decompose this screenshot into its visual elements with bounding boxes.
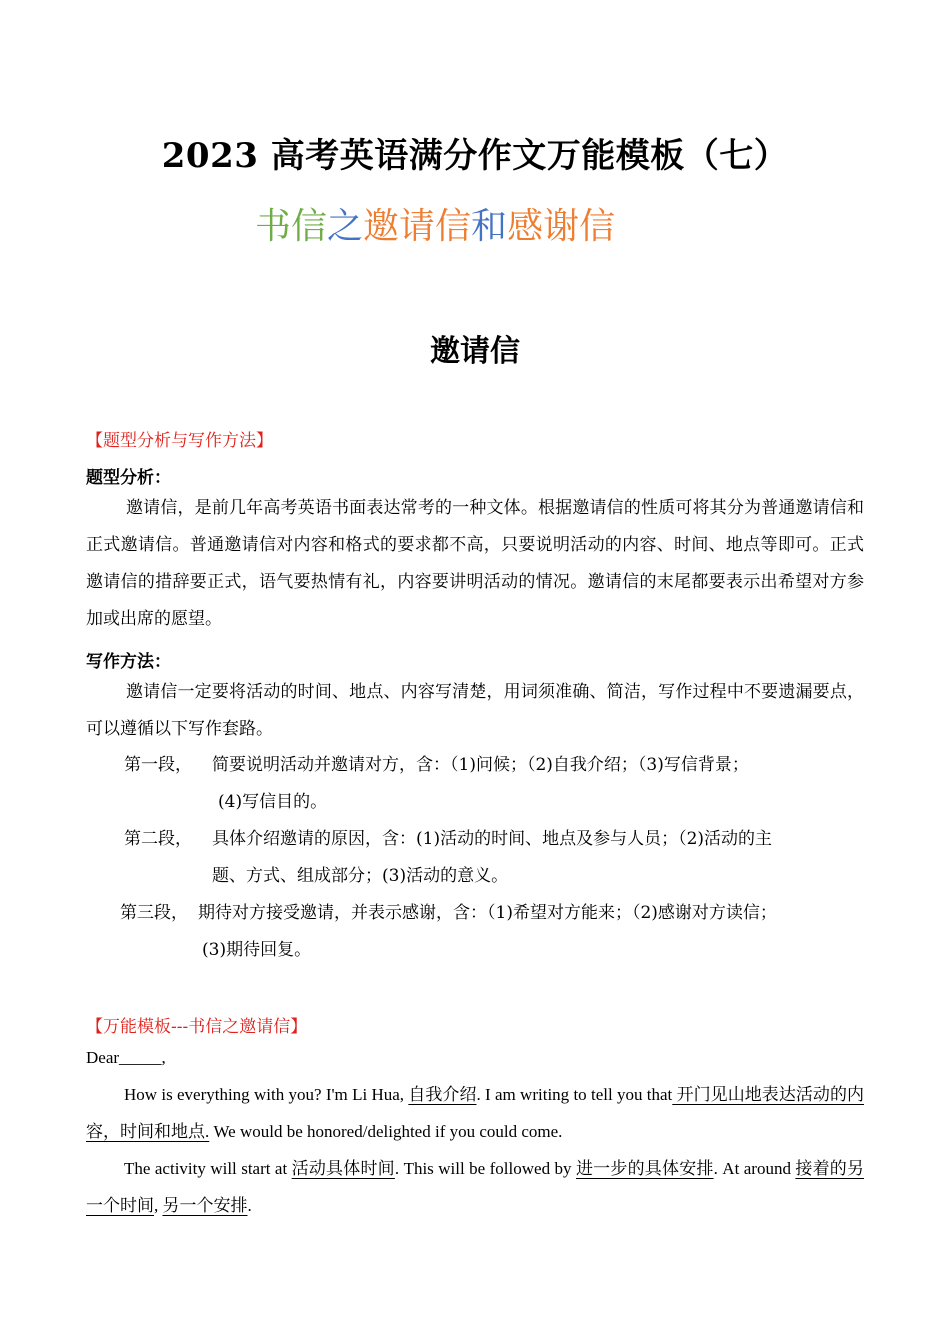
document-subtitle — [255, 198, 615, 249]
subtitle-part-thanks: 感谢信 — [507, 206, 616, 247]
step-1-line-2: (4)写信目的。 — [218, 792, 328, 812]
p1-text-2: . I am writing to tell you that — [476, 1085, 673, 1104]
step-3-label: 第三段， — [120, 903, 188, 923]
letter-paragraph-2 — [86, 1150, 864, 1224]
subtitle-part-letters: 书信 — [255, 206, 328, 247]
step-3-line-2: (3)期待回复。 — [202, 940, 312, 960]
step-1-line-1: 简要说明活动并邀请对方，含：（1)问候；（2)自我介绍；（3)写信背景； — [212, 755, 749, 775]
p2-blank-next-arrangement: 另一个安排 — [162, 1196, 248, 1215]
p2-text-1: The activity will start at — [124, 1159, 292, 1178]
step-2-label: 第二段， — [124, 829, 192, 849]
step-3-line-1: 期待对方接受邀请，并表示感谢，含：（1)希望对方能来；（2)感谢对方读信； — [198, 903, 777, 923]
letter-greeting: Dear_____, — [86, 1048, 166, 1067]
section-title: 邀请信 — [430, 334, 520, 369]
analysis-heading: 【题型分析与写作方法】 — [86, 431, 273, 451]
subtitle-part-invitation: 邀请信 — [363, 206, 472, 247]
p1-text-1: How is everything with you? I'm Li Hua, — [124, 1085, 409, 1104]
p2-text-2: . This will be followed by — [394, 1159, 576, 1178]
p2-blank-next-time: 接着的另一个时间 — [86, 1159, 865, 1215]
p2-text-4: , — [154, 1196, 163, 1215]
type-analysis-label: 题型分析： — [86, 468, 171, 488]
step-1-label: 第一段， — [124, 755, 192, 775]
p2-text-3: . At around — [713, 1159, 796, 1178]
letter-paragraph-1 — [86, 1076, 864, 1150]
type-analysis-paragraph: 邀请信，是前几年高考英语书面表达常考的一种文体。根据邀请信的性质可将其分为普通邀请信和正式邀请信。普通邀请信对内容和格式的要求都不高，只要说明活动的内容、时间、地点等即可。正式邀请信的措辞要正式，语气要热情有礼，内容要讲明活动的情况。邀请信的末尾都要表示出希望对方参加或出席的愿望。 — [86, 498, 864, 629]
p2-blank-time: 活动具体时间 — [291, 1159, 395, 1178]
writing-method-label: 写作方法： — [86, 652, 171, 672]
subtitle-part-of: 之 — [327, 206, 364, 247]
writing-method-paragraph: 邀请信一定要将活动的时间、地点、内容写清楚，用词须准确、简洁，写作过程中不要遗漏要点，可以遵循以下写作套路。 — [86, 682, 864, 739]
p1-text-3: We would be honored/delighted if you could come. — [209, 1122, 563, 1141]
p2-text-5: . — [247, 1196, 252, 1215]
p1-blank-activity: 开门见山地表达活动的内容，时间和地点. — [86, 1085, 865, 1141]
step-2-line-2: 题、方式、组成部分；(3)活动的意义。 — [212, 866, 509, 886]
subtitle-part-and: 和 — [471, 206, 508, 247]
p1-blank-self-intro: 自我介绍 — [408, 1085, 477, 1104]
step-2-line-1: 具体介绍邀请的原因，含：(1)活动的时间、地点及参与人员；（2)活动的主 — [212, 829, 773, 849]
template-heading: 【万能模板---书信之邀请信】 — [86, 1017, 308, 1037]
document-title: 2023 高考英语满分作文万能模板（七） — [161, 136, 789, 176]
p2-blank-arrangement: 进一步的具体安排 — [575, 1159, 714, 1178]
